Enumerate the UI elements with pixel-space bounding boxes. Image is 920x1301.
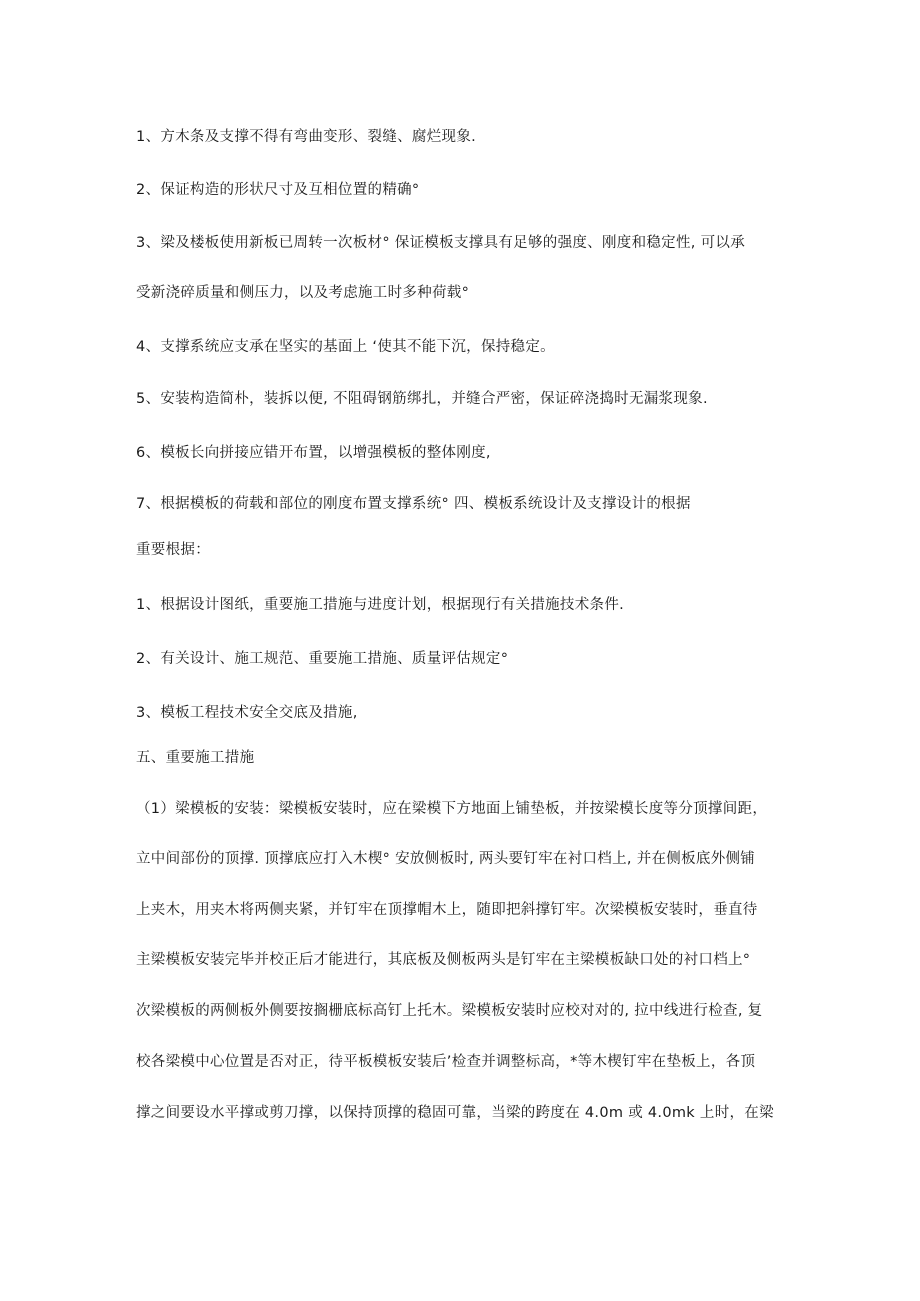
section-heading: 五、重要施工措施	[136, 750, 255, 766]
text-line: 4、支撑系统应支承在坚实的基面上 ‘使其不能下沉，保持稳定。	[136, 339, 555, 355]
text-line: 1、根据设计图纸，重要施工措施与进度计划，根据现行有关措施技术条件.	[136, 597, 625, 613]
text-line: 2、有关设计、施工规范、重要施工措施、质量评估规定°	[136, 651, 509, 667]
text-line: 上夹木，用夹木将两侧夹紧，并钉牢在顶撑帽木上，随即把斜撑钉牢。次梁模板安装时，垂直待	[136, 902, 758, 918]
text-line: 受新浇碎质量和侧压力，以及考虑施工时多种荷载°	[136, 285, 470, 301]
text-line: 主梁模板安装完毕并校正后才能进行，其底板及侧板两头是钉牢在主梁模板缺口处的衬口档上°	[136, 952, 751, 968]
text-line: 次梁模板的两侧板外侧要按搁栅底标高钉上托木。梁模板安装时应校对对的, 拉中线进行检查, 复	[136, 1003, 763, 1019]
text-line: （1）梁模板的安装：梁模板安装时，应在梁模下方地面上铺垫板，并按梁模长度等分顶撑间距，	[136, 801, 768, 817]
section-label: 重要根据：	[136, 542, 210, 558]
text-line: 1、方木条及支撑不得有弯曲变形、裂缝、腐烂现象.	[136, 129, 477, 145]
text-line: 校各梁模中心位置是否对正，待平板模板安装后’检查并调整标高，*等木楔钉牢在垫板上，各顶	[136, 1054, 756, 1070]
text-line: 5、安装构造简朴，装拆以便, 不阻碍钢筋绑扎，并缝合严密，保证碎浇捣时无漏浆现象.	[136, 391, 708, 407]
text-line: 3、模板工程技术安全交底及措施,	[136, 705, 358, 721]
text-line: 2、保证构造的形状尺寸及互相位置的精确°	[136, 182, 420, 198]
text-line: 3、梁及楼板使用新板已周转一次板材° 保证模板支撑具有足够的强度、刚度和稳定性, 可以承	[136, 235, 745, 251]
text-line: 7、根据模板的荷载和部位的刚度布置支撑系统° 四、模板系统设计及支撑设计的根据	[136, 496, 691, 512]
text-line: 撑之间要设水平撑或剪刀撑，以保持顶撑的稳固可靠，当梁的跨度在 4.0m 或 4.0mk 上时，在梁	[136, 1105, 774, 1121]
text-line: 6、模板长向拼接应错开布置，以增强模板的整体刚度,	[136, 445, 491, 461]
text-line: 立中间部份的顶撑. 顶撑底应打入木楔° 安放侧板时, 两头要钉牢在衬口档上, 并在侧板底外侧铺	[136, 851, 756, 867]
